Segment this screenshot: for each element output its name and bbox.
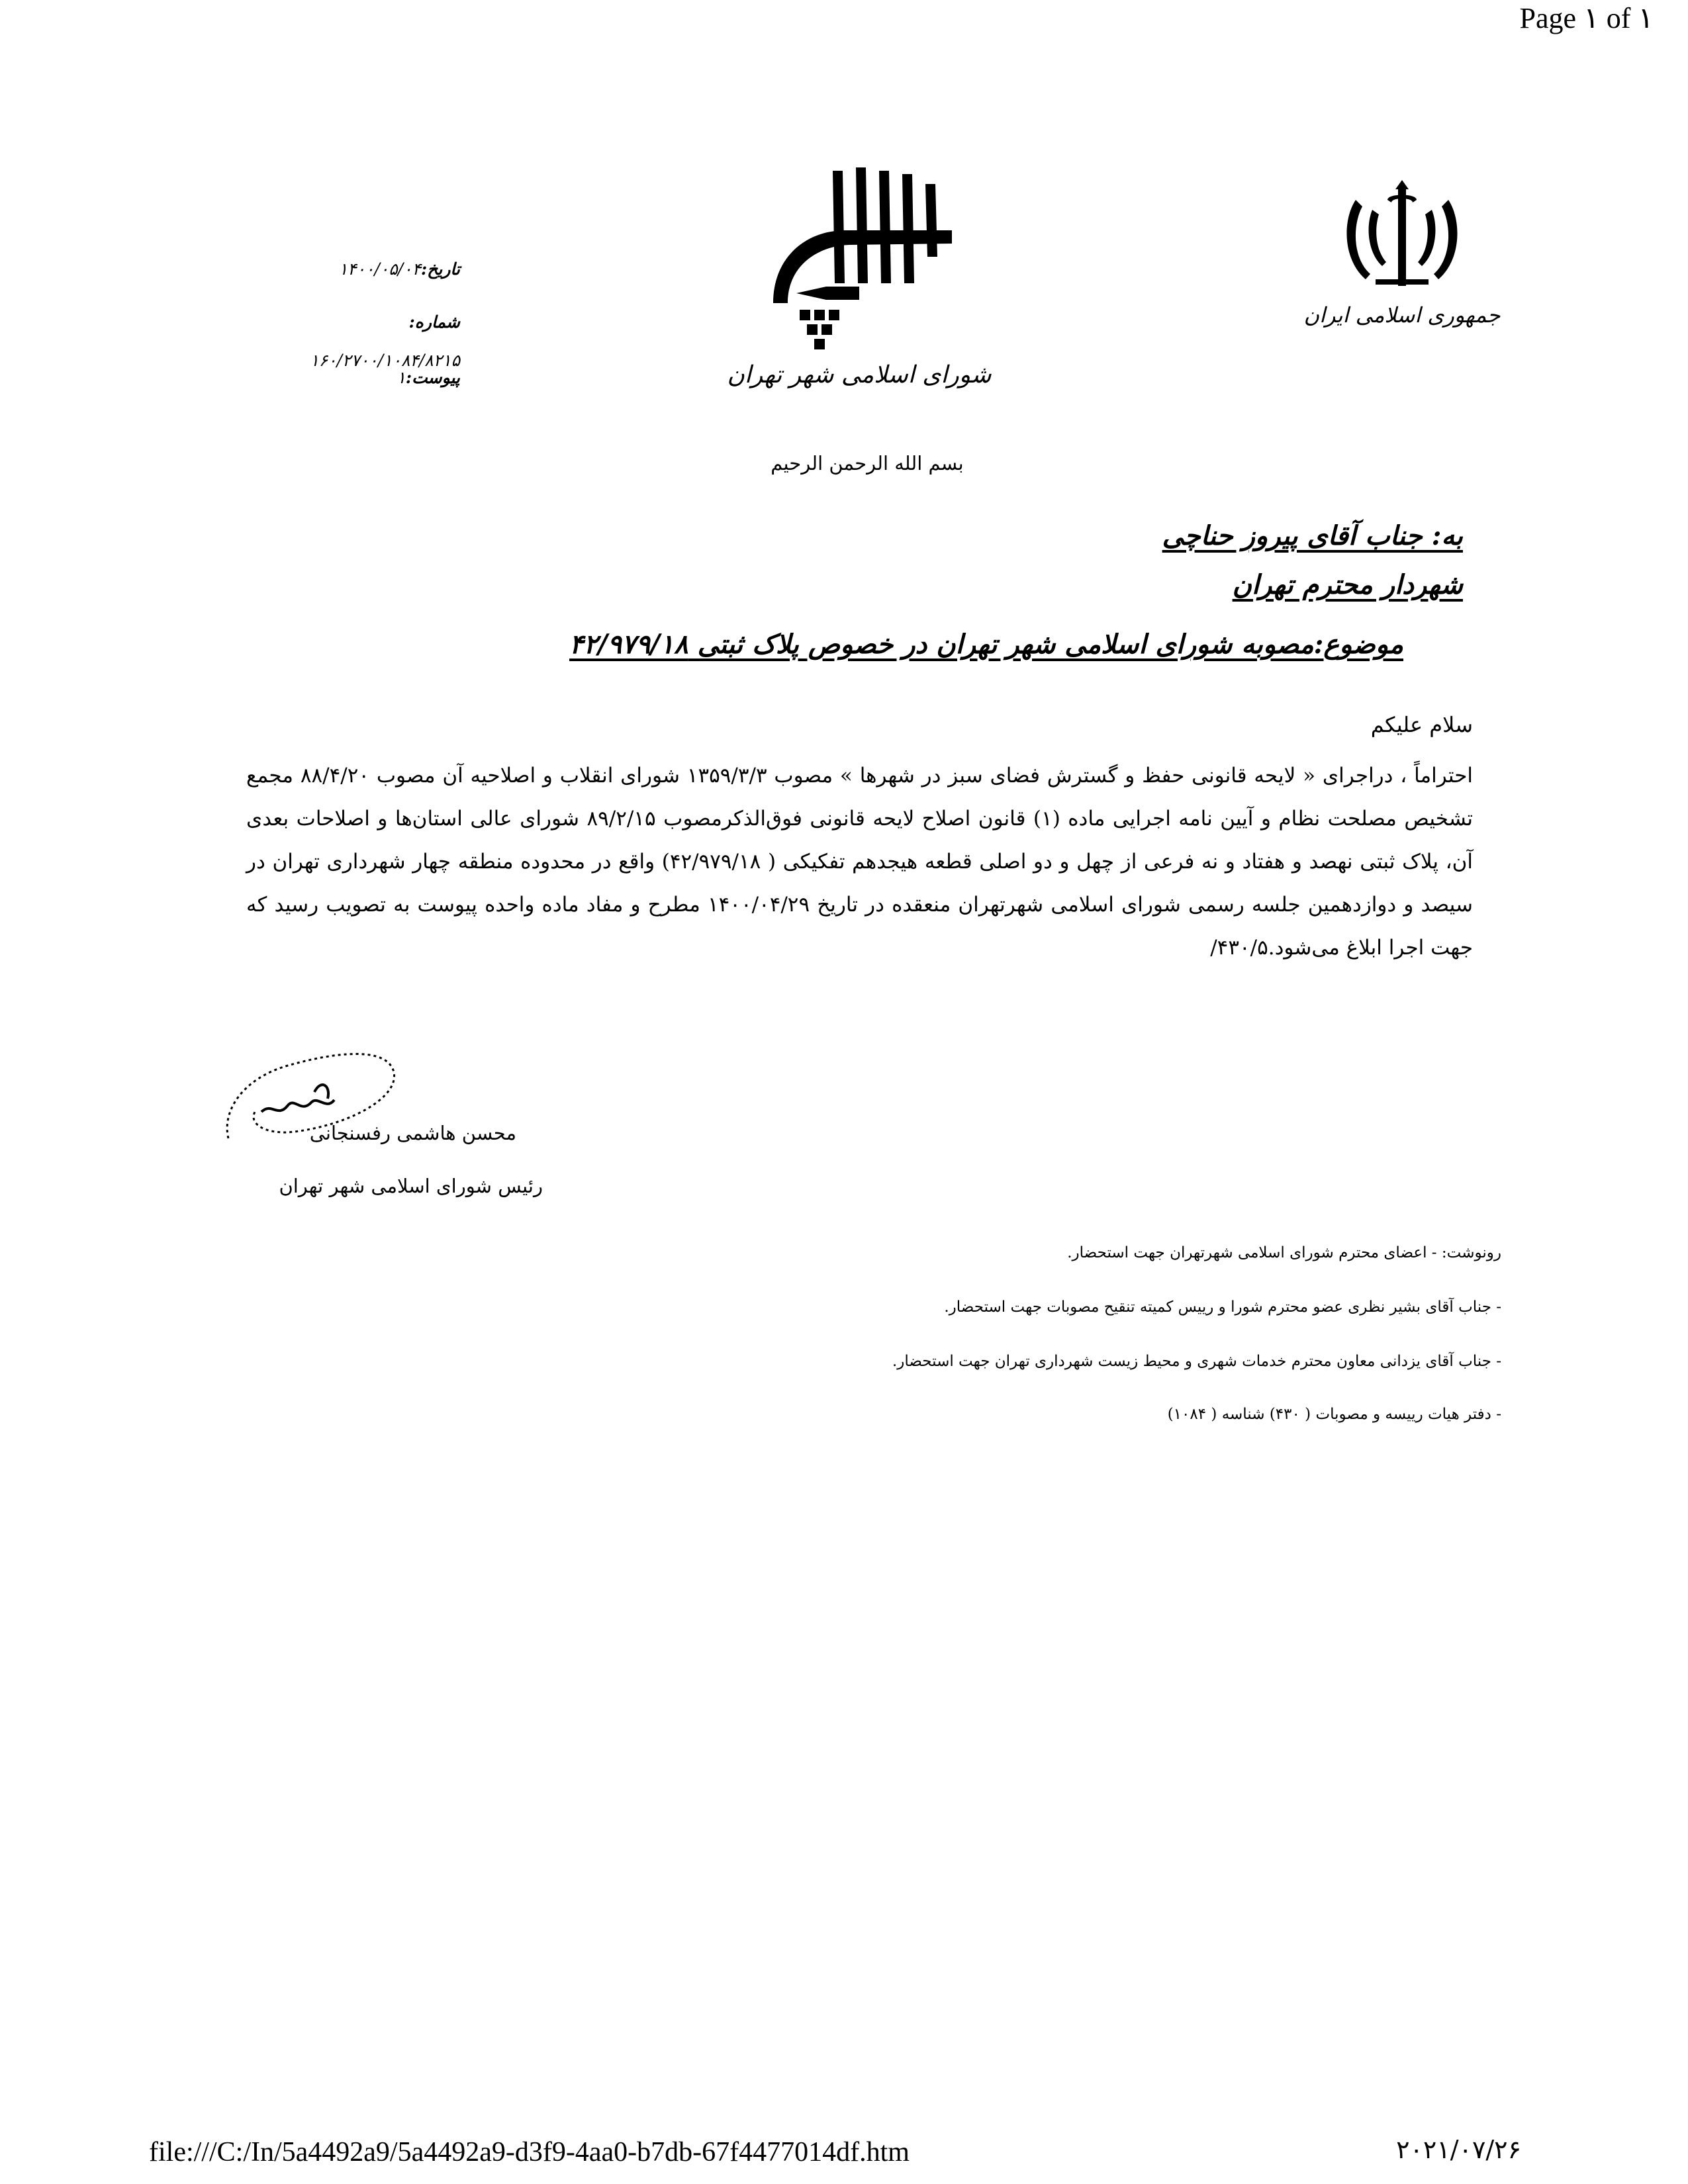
attachment-label: پیوست: <box>405 368 460 387</box>
date-value: ۱۴۰۰/۰۵/۰۴ <box>338 259 422 279</box>
cc-line: - جناب آقای یزدانی معاون محترم خدمات شهری و محیط زیست شهرداری تهران جهت استحضار. <box>892 1353 1501 1370</box>
council-logo-icon <box>727 158 992 402</box>
number-label-line <box>258 312 460 332</box>
attachment-value: ۱ <box>397 368 406 387</box>
recipient-name: به: جناب آقای پیروز حناچی <box>1162 520 1463 551</box>
letter-body: احتراماً ، دراجرای « لایحه قانونی حفظ و گسترش فضای سبز در شهرها » مصوب ۱۳۵۹/۳/۳ شورای انقلاب و اصلاحیه آن مصوب ۸۸/۴/۲۰ مجمع تشخیص مصلحت نظام و آیین نامه اجرایی ماده (۱) قانون اصلاح لایحه قانونی فوق‌الذکرمصوب ۸۹/۲/۱۵ شورای عالی استان‌ها و اصلاحات بعدی آن، پلاک ثبتی نهصد و هفتاد و نه فرعی از چهل و دو اصلی قطعه هیجدهم تفکیکی ( ۴۲/۹۷۹/۱۸) واقع در محدوده منطقه چهار شهرداری تهران در سیصد و دوازدهمین جلسه رسمی شورای اسلامی شهرتهران منعقده در تاریخ ۱۴۰۰/۰۴/۲۹ مطرح و مفاد ماده واحده پیوست به تصویب رسید که جهت اجرا ابلاغ می‌شود.۴۳۰/۵/ <box>246 764 1474 960</box>
page-indicator: Page ۱ of ۱ <box>1519 2 1654 34</box>
bismillah: بسم الله الرحمن الرحیم <box>771 452 964 475</box>
council-caption: شورای اسلامی شهر تهران <box>727 361 992 388</box>
date-line <box>258 259 460 279</box>
attachment-line <box>258 368 460 387</box>
tehran-council-logo <box>727 158 992 402</box>
footer-file-path: file:///C:/In/5a4492a9/5a4492a9-d3f9-4aa0-b7db-67f4477014df.htm <box>149 2137 910 2167</box>
greeting: سلام علیکم <box>1370 712 1473 737</box>
subject-line: موضوع:مصوبه شورای اسلامی شهر تهران در خصوص پلاک ثبتی ۴۲/۹۷۹/۱۸ <box>569 629 1403 660</box>
signatory-name: محسن هاشمی رفسنجانی <box>309 1122 516 1144</box>
cc-line: - جناب آقای بشیر نظری عضو محترم شورا و رییس کمیته تنقیح مصوبات جهت استحضار. <box>944 1298 1501 1316</box>
date-label: تاریخ: <box>421 259 460 279</box>
cc-line: - دفتر هیات رییسه و مصوبات ( ۴۳۰) شناسه ( ۱۰۸۴) <box>1167 1406 1501 1423</box>
number-value: ۱۶۰/۲۷۰۰/۱۰۸۴/۸۲۱۵ <box>310 351 460 370</box>
emblem-icon <box>1303 173 1501 352</box>
emblem-caption: جمهوری اسلامی ایران <box>1303 302 1501 328</box>
number-value-line <box>258 351 460 370</box>
number-label: شماره: <box>408 312 460 332</box>
cc-line: رونوشت: - اعضای محترم شورای اسلامی شهرتهران جهت استحضار. <box>1067 1244 1501 1261</box>
signatory-title: رئیس شورای اسلامی شهر تهران <box>279 1175 543 1197</box>
footer-print-date: ۲۰۲۱/۰۷/۲۶ <box>1396 2135 1521 2164</box>
recipient-title: شهردار محترم تهران <box>1232 569 1463 600</box>
iran-emblem-logo <box>1303 173 1501 352</box>
